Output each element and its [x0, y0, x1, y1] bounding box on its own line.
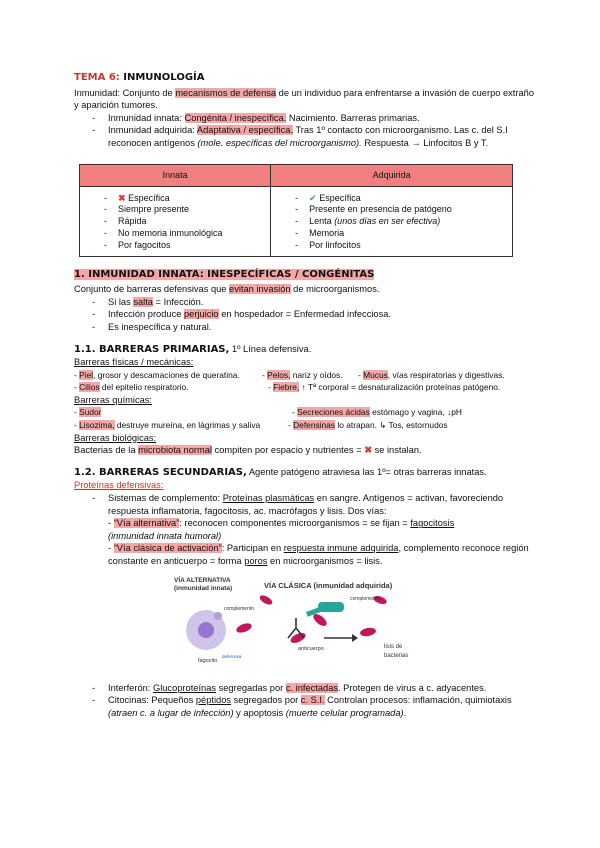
quimicas-row-2: - Lisozima, destruye mureína, en lágrimas y saliva - Defensinas lo atrapan. ↳ Tos, estornudos: [74, 420, 448, 431]
diagram-fagocito: fagocito: [198, 657, 218, 664]
topic-title: [74, 72, 534, 85]
section-1-intro: Conjunto de barreras defensivas que evitan invasión de microorganismos.: [74, 284, 380, 295]
list-item: - Citocinas: Pequeños péptidos segregados por c. S.I. Controlan procesos: inflamación, quimiotaxis (atraen c. a lugar de infección) y apoptosis (muerte celular programada).: [92, 694, 534, 719]
list-item: - Lenta (unos días en ser efectiva): [295, 216, 512, 228]
biologicas-label: Barreras biológicas:: [74, 432, 157, 443]
quimicas-label: Barreras químicas:: [74, 394, 153, 405]
cross-icon: ✖: [118, 192, 126, 203]
diagram-anticuerpo: anticuerpo: [298, 645, 324, 652]
innata-cell: [80, 186, 271, 256]
list-item: - Memoria: [295, 228, 512, 240]
diagram-receptor: defensiva: [222, 653, 242, 659]
diagram-clas-title: VÍA CLÁSICA (inmunidad adquirida): [264, 580, 393, 590]
intro-paragraph: Inmunidad: Conjunto de mecanismos de defensa de un individuo para enfrentarse a invasión de cuerpo extraño y aparición tumores.: [74, 87, 534, 111]
section-12-list-2: [74, 682, 534, 720]
topic-prefix: TEMA 6:: [74, 72, 120, 83]
list-item: - Presente en presencia de patógeno: [295, 204, 512, 216]
section-11-title: 1.1. BARRERAS PRIMARIAS, 1º Línea defensiva.: [74, 343, 312, 355]
diagram-complemento-right: complemento: [350, 595, 381, 602]
section-1-title: 1. INMUNIDAD INNATA: INESPECÍFICAS / CONGÉNITAS: [74, 268, 375, 280]
list-item: - Interferón: Glucoproteínas segregadas por c. infectadas. Protegen de virus a c. adyacentes.: [92, 682, 534, 695]
list-item: - ✖ Específica: [104, 193, 270, 205]
cross-icon: ✖: [364, 445, 372, 456]
diagram-alt-title: VÍA ALTERNATIVA: [174, 576, 231, 584]
list-item: - No memoria inmunológica: [104, 228, 270, 240]
document-page: [74, 72, 534, 719]
list-item: - Sistemas de complemento: Proteínas plasmáticas en sangre. Antígenos = activan, favoreciendo respuesta inflamatoria, fagocitosis, ac. macrófagos y lisis. Dos vías: - “Vía alternativa”: reconocen componentes microorganismos = se fijan = fagocitosis (inmunidad innata humoral) - “Vía clásica de activación”: Participan en respuesta inmune adquirida, complemento reconoce región constante en anticuerpo = forma poros en microorganismos = lisis.: [92, 492, 534, 568]
topic-name: INMUNOLOGÍA: [123, 72, 205, 83]
list-item: - Infección produce perjuicio en hospedador = Enfermedad infecciosa.: [92, 308, 534, 321]
phagocyte-icon: [186, 610, 226, 650]
section-12-list: [74, 492, 534, 568]
list-item: - Inmunidad adquirida: Adaptativa / específica. Tras 1º contacto con microorganismo. Las c. del S.I reconocen antígenos (mole. específicas del microorganismo). Respuesta → Linfocitos B y T.: [92, 124, 534, 149]
complement-pathways-diagram: [170, 574, 426, 670]
arrowhead-icon: [352, 634, 358, 642]
diagram-lisis-2: bacterias: [384, 652, 409, 659]
list-item: - Siempre presente: [104, 204, 270, 216]
section-1-list: [74, 296, 534, 334]
proteinas-label: Proteínas defensivas:: [74, 480, 164, 491]
fisicas-row-2: - Cilios del epitelio respiratorio. - Fiebre, ↑ Tª corporal = desnaturalización proteínas patógeno.: [74, 382, 501, 393]
diagram-alt-subtitle: (inmunidad innata): [174, 584, 233, 592]
list-item: - Es inespecífica y natural.: [92, 321, 534, 334]
quimicas-row-1: - Sudor - Secreciones ácidas estómago y vagina, ↓pH: [74, 407, 462, 418]
list-item: - Si las salta = Infección.: [92, 296, 534, 309]
comparison-table: [79, 164, 513, 257]
biologicas-text: Bacterias de la microbiota normal compiten por espacio y nutrientes = ✖ se instalan.: [74, 445, 422, 456]
list-item: - Inmunidad innata: Congénita / inespecífica. Nacimiento. Barreras primarias.: [92, 112, 534, 125]
list-item: - Rápida: [104, 216, 270, 228]
table-header-adquirida: Adquirida: [271, 164, 513, 186]
diagram-lisis-1: lisis de: [384, 643, 403, 650]
fisicas-label: Barreras físicas / mecánicas:: [74, 357, 194, 368]
fisicas-row-1: - Piel, grosor y descamaciones de queratina. - Pelos, nariz y oídos. - Mucus, vías respiratorias y digestivas.: [74, 369, 505, 380]
list-item: - ✔ Específica: [295, 193, 512, 205]
table-header-innata: Innata: [80, 164, 271, 186]
diagram-illustration: [170, 574, 426, 670]
list-item: - Por fagocitos: [104, 240, 270, 252]
check-icon: ✔: [309, 192, 317, 203]
section-12-title: 1.2. BARRERAS SECUNDARIAS, Agente patógeno atraviesa las 1º= otras barreras innatas.: [74, 466, 487, 478]
diagram-complemento-left: complemento: [224, 605, 255, 612]
intro-list: [74, 112, 534, 150]
list-item: - Por linfocitos: [295, 240, 512, 252]
adquirida-cell: [271, 186, 513, 256]
